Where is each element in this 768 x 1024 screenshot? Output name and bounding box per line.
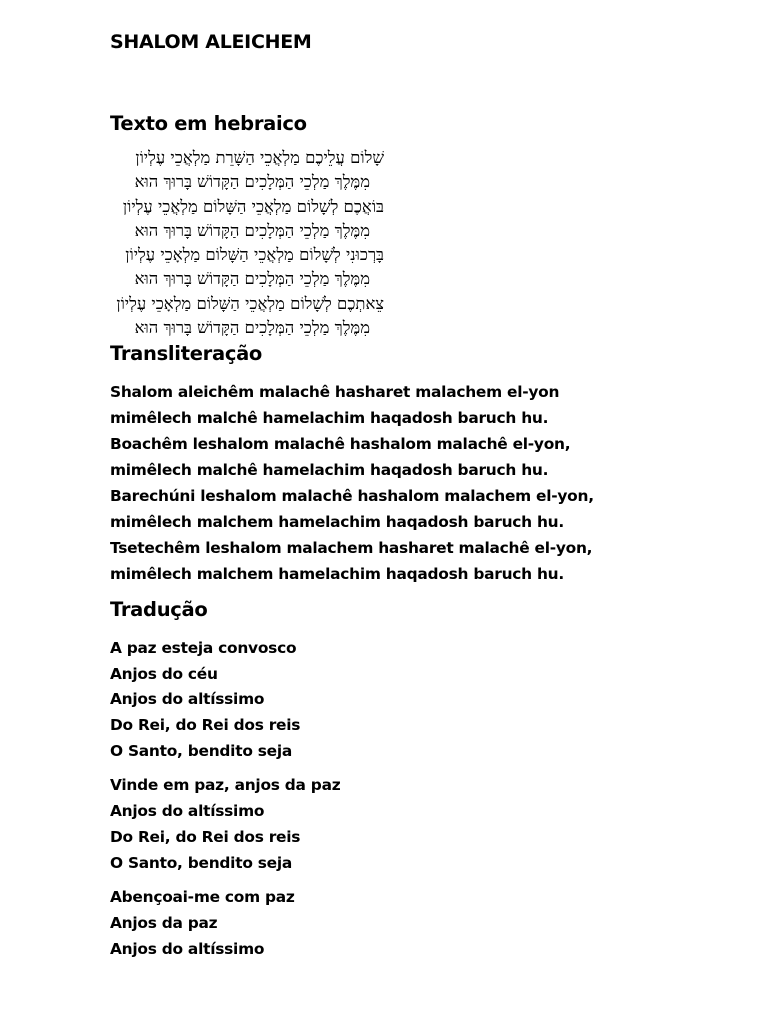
hebrew-line: מִמֶּלֶךְ מַלְכֵי הַמְּלָכִים הַקָּדוֹשׁ בָּרוּךְ הוּא — [134, 220, 370, 240]
translation-section-heading: Tradução — [110, 597, 208, 621]
transliteration-line: mimêlech malchem hamelachim haqadosh baruch hu. — [110, 512, 564, 531]
transliteration-line: mimêlech malchê hamelachim haqadosh baruch hu. — [110, 461, 549, 480]
translation-line: Abençoai-me com paz — [110, 887, 295, 906]
hebrew-line: מִמֶּלֶךְ מַלְכֵי הַמְּלָכִים הַקָּדוֹשׁ בָּרוּךְ הוּא — [134, 269, 370, 289]
transliteration-line: Boachêm leshalom malachê hashalom malachê el-yon, — [110, 435, 571, 454]
hebrew-line: בָּרְכוּנִי לְשָׁלוֹם מַלְאֲכֵי הַשָּׁלוֹם מַלְאָכֵי עֶלְיוֹן — [125, 245, 384, 265]
transliteration-line: mimêlech malchê hamelachim haqadosh baruch hu. — [110, 409, 549, 428]
translation-line: Anjos do céu — [110, 664, 218, 683]
hebrew-line: שָׁלוֹם עֲלֵיכֶם מַלְאֲכֵי הַשָּׁרֵת מַלְאֲכֵי עֶלְיוֹן — [135, 148, 384, 167]
transliteration-line: Tsetechêm leshalom malachem hasharet malachê el-yon, — [110, 538, 593, 557]
translation-line: Anjos da paz — [110, 913, 218, 932]
hebrew-line: מִמֶּלֶךְ מַלְכֵי הַמְּלָכִים הַקָּדוֹשׁ בָּרוּךְ הוּא — [134, 172, 370, 192]
translation-line: Vinde em paz, anjos da paz — [110, 776, 341, 795]
translation-line: Anjos do altíssimo — [110, 939, 265, 958]
hebrew-section-heading: Texto em hebraico — [110, 112, 307, 135]
hebrew-line: מִמֶּלֶךְ מַלְכֵי הַמְּלָכִים הַקָּדוֹשׁ בָּרוּךְ הוּא — [134, 318, 370, 338]
transliteration-line: Barechúni leshalom malachê hashalom malachem el-yon, — [110, 487, 594, 505]
translation-stanza — [110, 636, 730, 766]
document-title: SHALOM ALEICHEM — [110, 31, 312, 53]
translation-line: Anjos do altíssimo — [110, 690, 265, 709]
transliteration-section-heading: Transliteração — [110, 342, 263, 366]
hebrew-line: צֵאתְכֶם לְשָׁלוֹם מַלְאֲכֵי הַשָּׁלוֹם מַלְאָכֵי עֶלְיוֹן — [116, 293, 384, 313]
hebrew-line: בּוֹאֲכֶם לְשָׁלוֹם מַלְאֲכֵי הַשָּׁלוֹם מַלְאֲכֵי עֶלְיוֹן — [122, 196, 384, 216]
translation-stanza — [110, 885, 730, 963]
hebrew-text-block — [110, 146, 384, 340]
translation-stanza — [110, 773, 730, 877]
transliteration-line: Shalom aleichêm malachê hasharet malachem el-yon — [110, 383, 560, 402]
translation-line: Do Rei, do Rei dos reis — [110, 716, 301, 735]
translation-line: Anjos do altíssimo — [110, 802, 265, 821]
transliteration-text-block — [110, 380, 730, 587]
document-page — [110, 28, 730, 963]
transliteration-line: mimêlech malchem hamelachim haqadosh baruch hu. — [110, 564, 564, 583]
translation-line: O Santo, bendito seja — [110, 853, 293, 872]
translation-line: Do Rei, do Rei dos reis — [110, 827, 301, 846]
translation-line: O Santo, bendito seja — [110, 742, 293, 761]
translation-line: A paz esteja convosco — [110, 638, 297, 657]
